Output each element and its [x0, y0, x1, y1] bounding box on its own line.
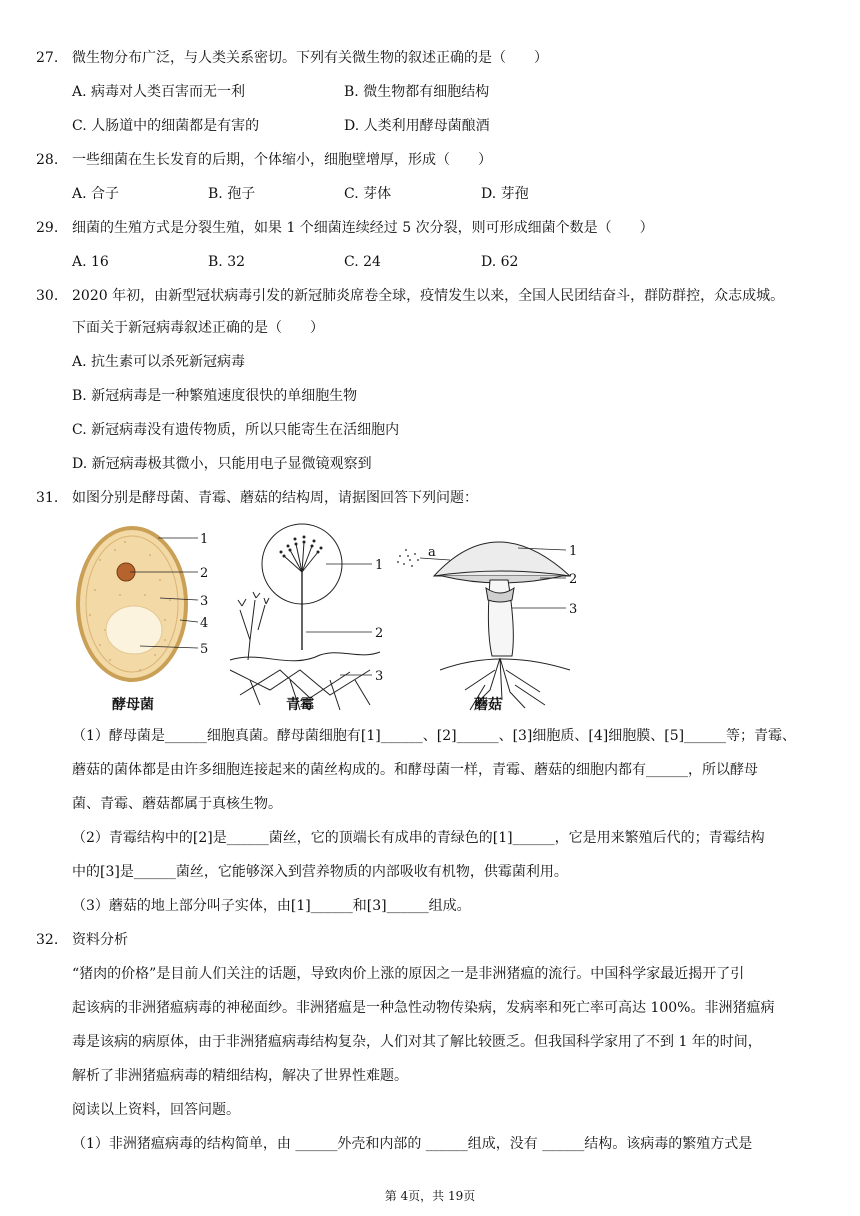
q27-option-c: C. 人肠道中的细菌都是有害的: [72, 118, 260, 134]
q27-option-d: D. 人类利用酵母菌酿酒: [344, 118, 490, 134]
q29-option-b: B. 32: [208, 254, 246, 270]
mushroom-number-2: 2: [569, 572, 578, 587]
q30-stem-line1: 2020 年初，由新型冠状病毒引发的新冠肺炎席卷全球，疫情发生以来，全国人民团结奋斗，群防群控，众志成城。: [72, 288, 785, 304]
yeast-drawing: [78, 528, 208, 680]
q32-material-line1: “猪肉的价格”是目前人们关注的话题，导致肉价上涨的原因之一是非洲猪瘟的流行。中国科学家最近揭开了引: [72, 966, 745, 982]
yeast-number-2: 2: [200, 566, 209, 581]
q30-option-d: D. 新冠病毒极其微小，只能用电子显微镜观察到: [72, 456, 372, 472]
penicillium-number-3: 3: [375, 669, 384, 684]
mushroom-ground: [440, 659, 570, 670]
q30-number: 30.: [36, 288, 59, 304]
q31-part2-line2: 中的[3]是______菌丝，它能够深入到营养物质的内部吸收有机物，供霉菌利用。: [72, 864, 568, 880]
q29-option-c: C. 24: [344, 254, 381, 270]
q27-option-a: A. 病毒对人类百害而无一利: [72, 84, 246, 100]
mushroom-caption: 蘑菇: [474, 697, 502, 713]
penicillium-drawing: [230, 524, 380, 710]
q31-part2-line1: （2）青霉结构中的[2]是______菌丝，它的顶端长有成串的青绿色的[1]______，它是用来繁殖后代的；青霉结构: [72, 830, 765, 846]
yeast-number-1: 1: [200, 532, 209, 547]
q32-material-line4: 解析了非洲猪瘟病毒的精细结构，解决了世界性难题。: [72, 1068, 408, 1084]
q27-option-b: B. 微生物都有细胞结构: [344, 84, 490, 100]
q28-option-c: C. 芽体: [344, 186, 392, 202]
mushroom-number-3: 3: [569, 602, 578, 617]
penicillium-caption: 青霉: [286, 697, 314, 713]
penicillium-aerial-hyphae: [230, 652, 380, 661]
q31-number: 31.: [36, 490, 59, 506]
q28-stem: 一些细菌在生长发育的后期，个体缩小，细胞壁增厚，形成（ ）: [72, 152, 492, 168]
penicillium-number-1: 1: [375, 558, 384, 573]
q32-part1: （1）非洲猪瘟病毒的结构简单，由 ______外壳和内部的 ______组成，没有 ______结构。该病毒的繁殖方式是: [72, 1136, 753, 1152]
q29-stem: 细菌的生殖方式是分裂生殖，如果 1 个细菌连续经过 5 次分裂，则可形成细菌个数是（ ）: [72, 220, 654, 236]
yeast-number-3: 3: [200, 594, 209, 609]
yeast-number-5: 5: [200, 642, 209, 657]
q32-material-line3: 毒是该病的病原体，由于非洲猪瘟病毒结构复杂，人们对其了解比较匮乏。但我国科学家用了不到 1 年的时间，: [72, 1034, 762, 1050]
q28-number: 28.: [36, 152, 59, 168]
penicillium-number-2: 2: [375, 626, 384, 641]
q32-instruction: 阅读以上资料，回答问题。: [72, 1102, 240, 1118]
page-footer: 第 4页，共 19页: [384, 1189, 476, 1203]
q31-stem: 如图分别是酵母菌、青霉、蘑菇的结构周，请据图回答下列问题：: [72, 490, 478, 506]
q31-part3: （3）蘑菇的地上部分叫子实体，由[1]______和[3]______组成。: [72, 898, 471, 914]
yeast-number-4: 4: [200, 616, 209, 631]
q29-option-a: A. 16: [72, 254, 109, 270]
yeast-caption: 酵母菌: [112, 697, 154, 713]
q31-part1-line3: 菌、青霉、蘑菇都属于真核生物。: [72, 796, 282, 812]
q27-number: 27.: [36, 50, 59, 66]
q28-option-d: D. 芽孢: [481, 186, 529, 202]
q31-part1-line1: （1）酵母菌是______细胞真菌。酵母菌细胞有[1]______、[2]______、[3]细胞质、[4]细胞膜、[5]______等；青霉、: [72, 728, 797, 744]
q30-option-a: A. 抗生素可以杀死新冠病毒: [72, 354, 246, 370]
penicillium-small-stalks: [240, 600, 265, 660]
q28-option-a: A. 合子: [72, 186, 120, 202]
q28-option-b: B. 孢子: [208, 186, 256, 202]
q32-title: 资料分析: [72, 932, 128, 948]
yeast-cell-wall: [78, 528, 186, 680]
fungi-figure: [70, 520, 590, 720]
q27-stem: 微生物分布广泛，与人类关系密切。下列有关微生物的叙述正确的是（ ）: [72, 50, 548, 66]
mushroom-number-1: 1: [569, 544, 578, 559]
q32-number: 32.: [36, 932, 59, 948]
mushroom-drawing: [397, 542, 570, 710]
mushroom-label-a: a: [428, 545, 436, 560]
q29-option-d: D. 62: [481, 254, 519, 270]
q32-material-line2: 起该病的非洲猪瘟病毒的神秘面纱。非洲猪瘟是一种急性动物传染病，发病率和死亡率可高达 100%。非洲猪瘟病: [72, 1000, 775, 1016]
q30-option-b: B. 新冠病毒是一种繁殖速度很快的单细胞生物: [72, 388, 358, 404]
mushroom-spores: [397, 549, 419, 567]
fungi-diagram: [70, 520, 590, 720]
q30-stem-line2: 下面关于新冠病毒叙述正确的是（ ）: [72, 320, 324, 336]
q30-option-c: C. 新冠病毒没有遗传物质，所以只能寄生在活细胞内: [72, 422, 400, 438]
q29-number: 29.: [36, 220, 59, 236]
q31-part1-line2: 蘑菇的菌体都是由许多细胞连接起来的菌丝构成的。和酵母菌一样，青霉、蘑菇的细胞内都有______，所以酵母: [72, 762, 758, 778]
